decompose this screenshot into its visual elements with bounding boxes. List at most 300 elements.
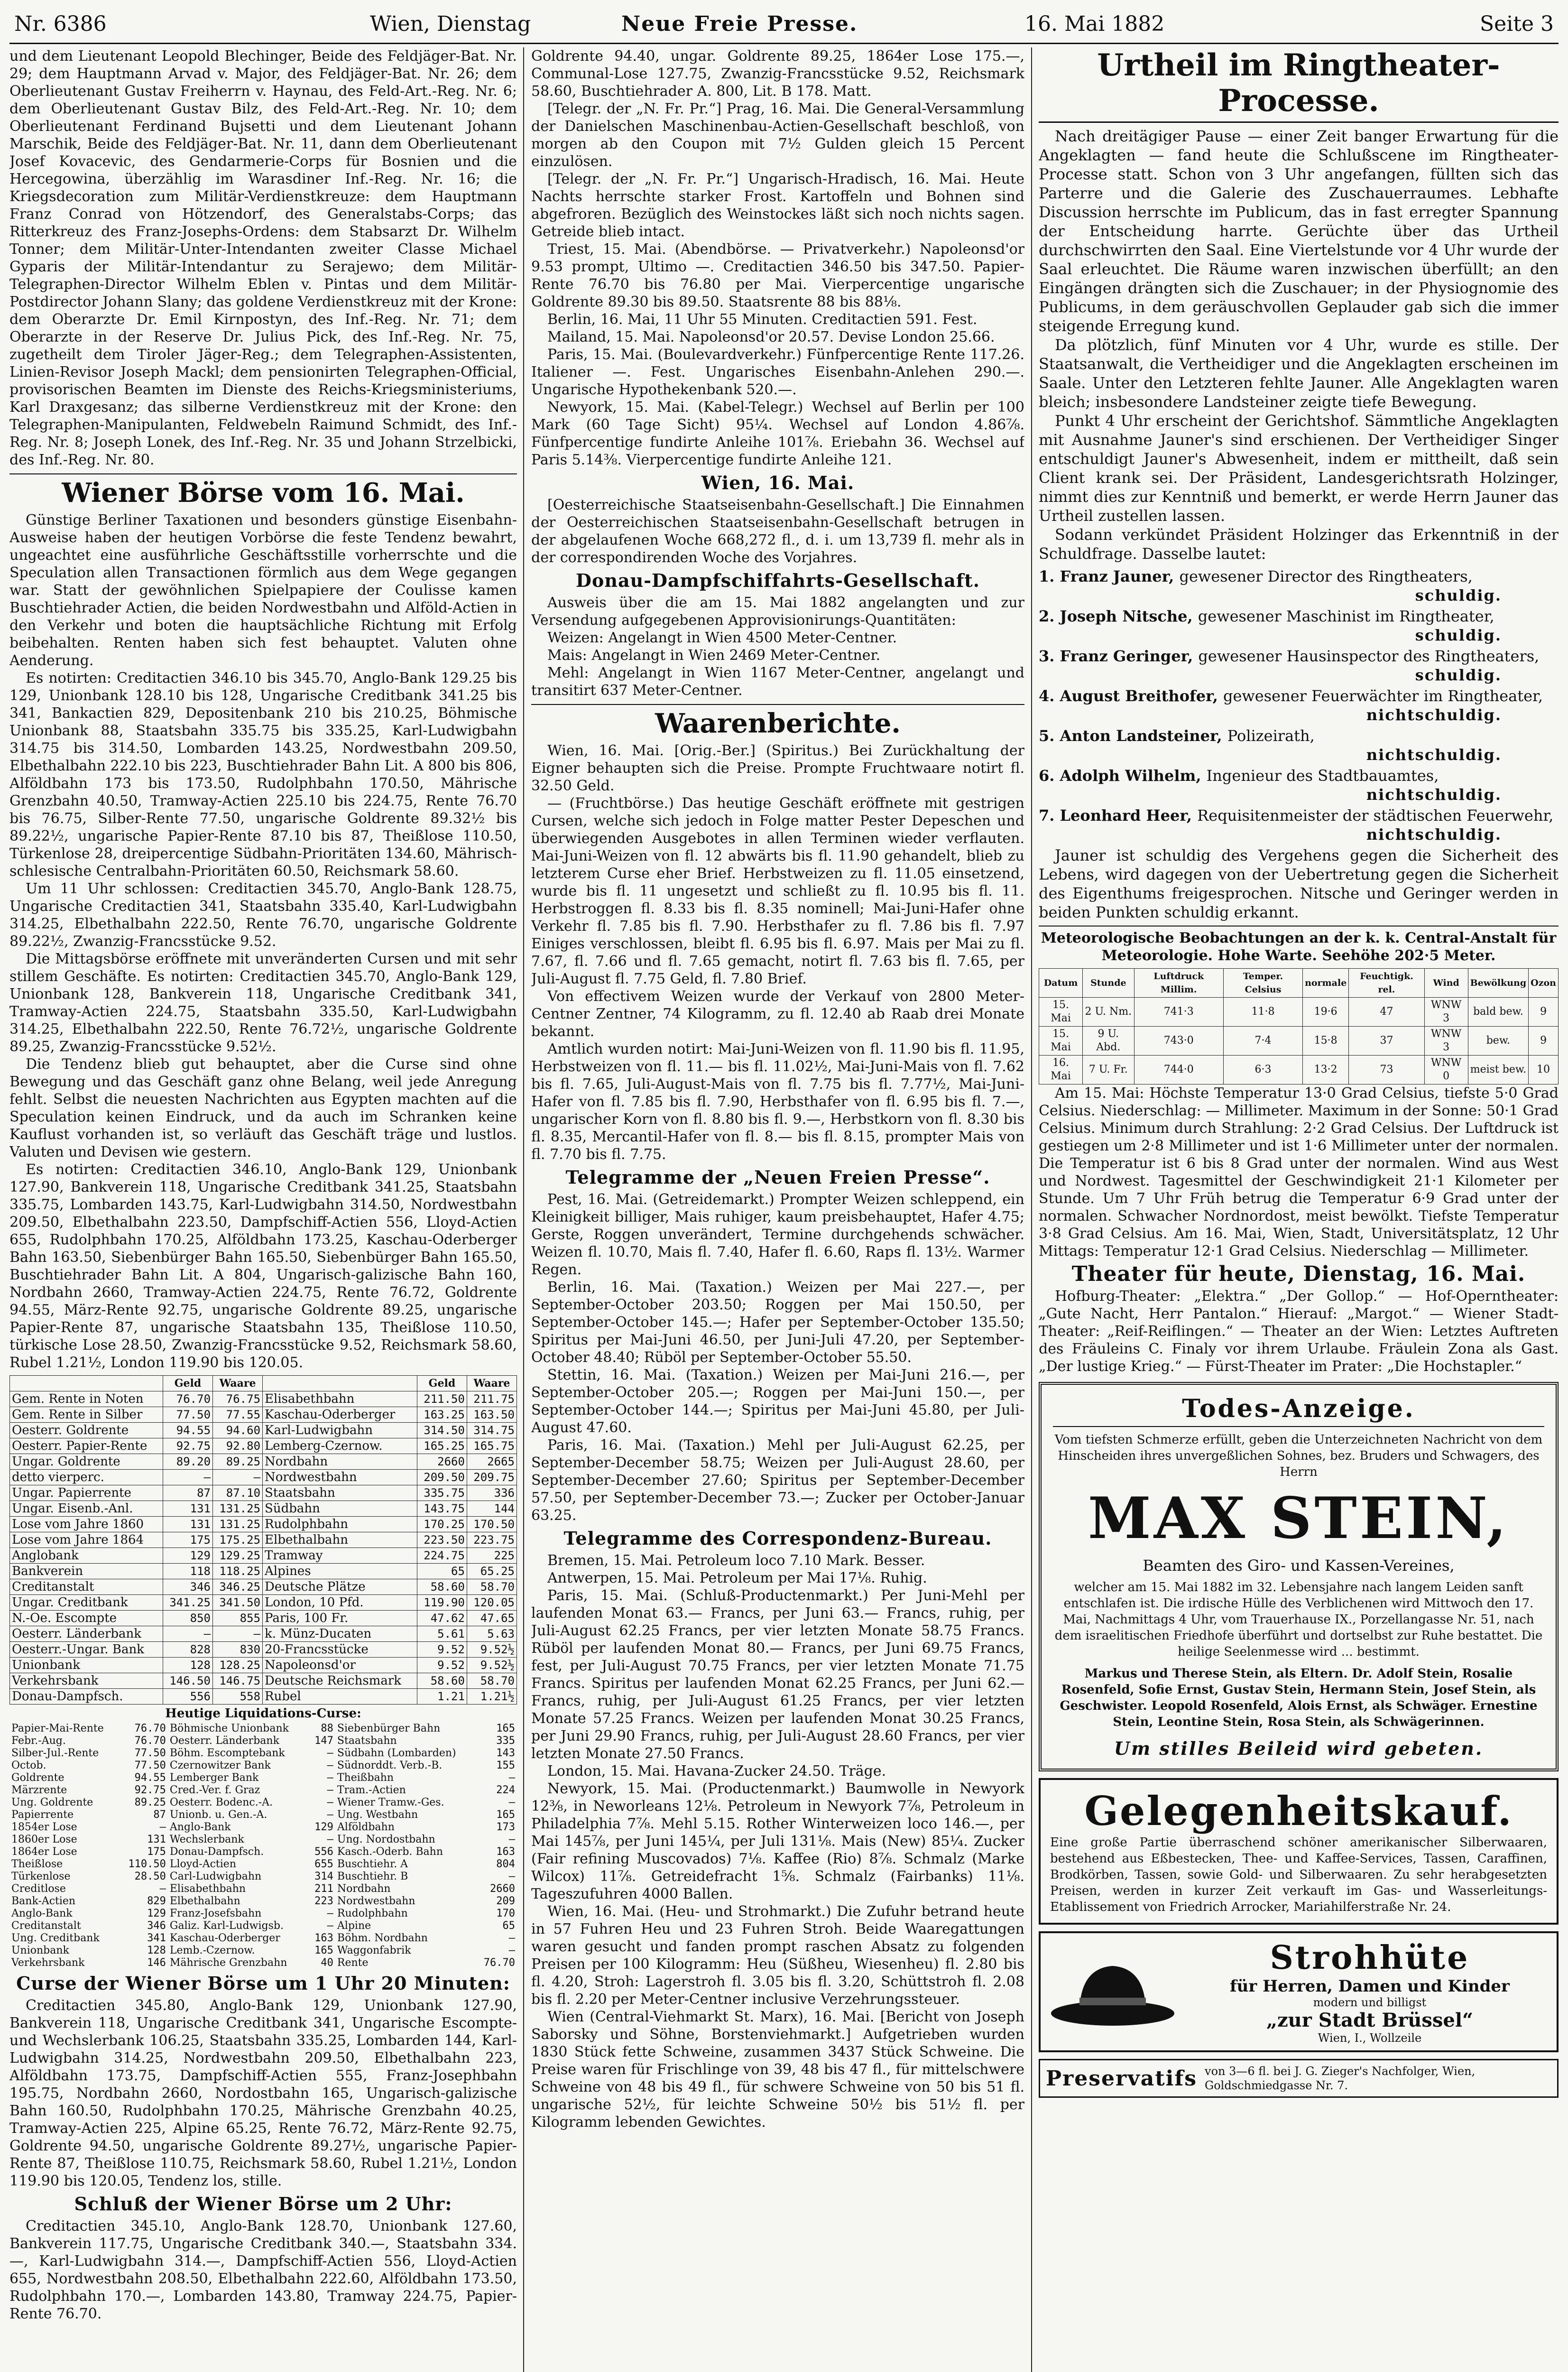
table-cell: Lloyd-Actien — [169, 1858, 236, 1870]
nfp-telegram-article — [531, 1191, 1024, 1524]
table-cell: 58.60 — [417, 1673, 467, 1689]
table-cell: 146.50 — [163, 1673, 213, 1689]
table-row — [9, 1821, 517, 1834]
table-cell: Ungar. Eisenb.-Anl. — [10, 1501, 163, 1517]
table-cell: Lemberger Bank — [169, 1772, 259, 1784]
boerse-paragraph: Die Mittagsbörse eröffnete mit unveränderten Cursen und mit sehr stillem Geschäfte. Es notirten: Creditactien 345.70, Anglo-Bank 129, Unionbank 128, Bankverein 118, Ungarische Creditbank 341, Tramway-Actien 224.75, Staatsbahn 335.50, Karl-Ludwigbahn 314.25, Elbethalbahn 222.50, Rente 76.72½, ungarische Goldrente 89.25, Zwanzig-Francsstücke 9.52½. — [9, 951, 517, 1055]
table-cell: Böhmische Unionbank — [169, 1723, 289, 1734]
table-cell: 89.25 — [213, 1454, 263, 1470]
table-cell: 225 — [467, 1548, 517, 1564]
waren-paragraph: Amtlich wurden notirt: Mai-Juni-Weizen von fl. 11.90 bis fl. 11.95, Herbstweizen von fl. 11.— bis fl. 11.02½, Mai-Juni-Mais von fl. 7.62 bis fl. 7.65, Juli-August-Mais von fl. 7.75 bis fl. 7.77½, Mai-Juni-Hafer von fl. 7.85 bis fl. 7.90, Herbsthafer von fl. 6.95 bis fl. 7.—, ungarischer Korn von fl. 8.80 bis fl. 9.—, Herbstkorn von fl. 8.30 bis fl. 8.35, Mercantil-Hafer von fl. 8.— bis fl. 8.15, prompter Mais von fl. 7.70 bis fl. 7.75. — [531, 1041, 1024, 1163]
table-cell: 11·8 — [1223, 998, 1302, 1027]
donau-paragraph: Mais: Angelangt in Wien 2469 Meter-Centner. — [547, 647, 881, 664]
table-cell: 65 — [502, 1920, 515, 1932]
table-cell: 165.25 — [417, 1438, 467, 1454]
table-cell: — — [327, 1747, 333, 1759]
table-cell: 131.25 — [213, 1517, 263, 1532]
wien-article — [531, 496, 1024, 566]
table-row — [9, 1772, 517, 1784]
table-cell: Oesterr. Papier-Rente — [10, 1438, 163, 1454]
table-cell: 1854er Lose — [11, 1821, 77, 1833]
defendant-name: Franz Jauner, — [1060, 567, 1180, 585]
table-cell: 314.75 — [467, 1423, 517, 1438]
table-cell: 10 — [1529, 1056, 1559, 1084]
boerse-paragraph: Die Tendenz blieb gut behauptet, aber die Curse sind ohne Bewegung und das Geschäft ganz ohne Belang, weil jede Anregung fehlt. Selbst die neuesten Nachrichten aus Egypten machten auf die Speculation keinen Eindruck, und da auch im Schranken keine Kauflust vorhanden ist, so verläuft das Geschäft träge und lustlos. Valuten und Devisen wie gestern. — [9, 1056, 517, 1160]
boerse-paragraph: Um 11 Uhr schlossen: Creditactien 345.70, Anglo-Bank 128.75, Ungarische Creditactien 341, Staatsbahn 335.40, Karl-Ludwigbahn 314.25, Elbethalbahn 222.50, Rente 76.70, ungarische Goldrente 89.22½, Zwanzig-Francsstücke 9.52. — [9, 880, 517, 950]
table-cell: Czernowitzer Bank — [169, 1760, 271, 1771]
table-cell: Rudolphbahn — [263, 1517, 417, 1532]
masthead — [9, 5, 1559, 44]
newspaper-title: Neue Freie Presse. — [621, 11, 858, 36]
table-cell: London, 10 Pfd. — [263, 1595, 417, 1611]
table-row — [10, 1454, 517, 1470]
table-cell: 163 — [314, 1932, 333, 1944]
verdict-item — [1039, 686, 1559, 724]
hat-ad-title: Strohhüte — [1270, 1939, 1470, 1977]
table-cell: 163 — [496, 1846, 515, 1858]
table-row — [9, 1883, 517, 1895]
table-cell: 119.90 — [417, 1595, 467, 1611]
column-header: Bewölkung — [1468, 969, 1528, 998]
table-cell: — — [159, 1883, 166, 1895]
table-cell: 341.50 — [213, 1595, 263, 1611]
table-cell: Paris, 100 Fr. — [263, 1611, 417, 1626]
table-cell: 47 — [1349, 998, 1424, 1027]
table-cell: 165 — [496, 1723, 515, 1734]
table-cell: 88 — [321, 1723, 333, 1734]
table-row — [10, 1423, 517, 1438]
boerse-paragraph: Günstige Berliner Taxationen und besonders günstige Eisenbahn-Ausweise haben der heutigen Vorbörse die feste Tendenz bewahrt, ungeachtet eine ausführliche Geschäftsstille vorherrschte und die Speculation allen Transactionen förmlich aus dem Wege gegangen war. Statt der gewöhnlichen Spielpapiere der Coulisse kamen Buschtiehrader Actien, die beiden Nordwestbahn und Alföld-Actien in den Verkehr und boten die hauptsächliche Richtung mit Erfolg beibehalten. Renten haben sich fest behauptet. Valuten ohne Aenderung. — [9, 512, 517, 669]
table-cell: — — [327, 1908, 333, 1919]
deceased-role: Beamten des Giro- und Kassen-Vereines, — [1143, 1557, 1455, 1575]
table-cell: 16. Mai — [1039, 1056, 1083, 1084]
table-cell: 76.70 — [134, 1723, 166, 1734]
table-cell: 346 — [163, 1579, 213, 1595]
schluss-heading: Schluß der Wiener Börse um 2 Uhr: — [74, 2193, 452, 2214]
city-weekday: Wien, Dienstag — [370, 11, 531, 36]
meteo-article — [1039, 1084, 1559, 1260]
table-cell: — — [213, 1626, 263, 1642]
table-cell: Febr.-Aug. — [11, 1735, 66, 1747]
waren-paragraph: Wien, 16. Mai. [Orig.-Ber.] (Spiritus.) Bei Zurückhaltung der Eigner behaupten sich die Preise. Prompte Fruchtwaare notirt fl. 32.50 Geld. — [531, 742, 1024, 794]
nfp-telegram-heading: Telegramme der „Neuen Freien Presse“. — [565, 1167, 990, 1188]
table-row — [10, 1391, 517, 1407]
table-cell: Bank-Actien — [11, 1895, 76, 1907]
table-cell: 129 — [314, 1821, 333, 1833]
table-cell: 743·0 — [1134, 1027, 1223, 1056]
table-cell: Kaschau-Oderberger — [169, 1932, 280, 1944]
table-cell: 170.25 — [417, 1517, 467, 1532]
table-cell: Oesterr. Goldrente — [10, 1423, 163, 1438]
small-ad-text: von 3—6 fl. bei J. G. Zieger's Nachfolger, Wien, Goldschmiedgasse Nr. 7. — [1205, 2065, 1476, 2092]
table-cell: 346 — [147, 1920, 166, 1932]
table-cell: 2 U. Nm. — [1083, 998, 1134, 1027]
meteo-table — [1039, 968, 1559, 1084]
table-cell: 47.65 — [467, 1611, 517, 1626]
table-row — [1039, 1027, 1559, 1056]
hat-icon — [1046, 1954, 1179, 2030]
column-header: Temper. Celsius — [1223, 969, 1302, 998]
table-row — [9, 1908, 517, 1920]
table-cell: 829 — [147, 1895, 166, 1907]
table-cell: — — [213, 1470, 263, 1485]
table-row — [10, 1517, 517, 1532]
table-cell: 87 — [163, 1485, 213, 1501]
ringtheater-paragraph: Punkt 4 Uhr erscheint der Gerichtshof. Sämmtliche Angeklagten mit Ausnahme Jauner's sind erschienen. Der Vertheidiger Singer entschuldigt Jauner's Abwesenheit, indem er mittheilt, daß sein Client krank sei. Der Präsident, Landesgerichtsrath Holzinger, nimmt dies zur Kenntniß und bemerkt, er werde Herrn Jauner das Urtheil zustellen lassen. — [1039, 412, 1559, 525]
table-cell: 209.75 — [467, 1470, 517, 1485]
verdict-closing — [1039, 846, 1559, 922]
table-cell: 129 — [163, 1548, 213, 1564]
column-header: Datum — [1039, 969, 1083, 998]
table-cell: Alföldbahn — [337, 1821, 395, 1833]
table-cell: WNW 3 — [1424, 998, 1468, 1027]
table-cell: 5.63 — [467, 1626, 517, 1642]
table-row — [10, 1658, 517, 1673]
table-cell: bald bew. — [1468, 998, 1528, 1027]
table-cell: Mährische Grenzbahn — [169, 1957, 287, 1969]
table-cell: 170.50 — [467, 1517, 517, 1532]
verdict-item — [1039, 726, 1559, 764]
table-cell: Anglo-Bank — [11, 1908, 73, 1919]
table-row — [10, 1485, 517, 1501]
table-cell: 170 — [496, 1908, 515, 1919]
boerse-paragraph: Es notirten: Creditactien 346.10, Anglo-Bank 129, Unionbank 127.90, Bankverein 118, Ungarische Creditbank 341.25, Staatsbahn 335.75, Lombarden 143.75, Karl-Ludwigbahn 314.50, Nordwestbahn 209.50, Elbethalbahn 223.50, Dampfschiff-Actien 556, Lloyd-Actien 655, Rudolphbahn 170.25, Alföldbahn 173.25, Kaschau-Oderberger Bahn 163.50, Siebenbürger Bahn 165.50, Siebenbürger Bahn 165.50, Buschtiehrader Bahn Lit. A 804, Ungarisch-galizische Bahn 160, Nordbahn 2660, Tramway-Actien 224.75, Rente 76.72, Goldrente 94.55, März-Rente 92.75, ungarische Goldrente 89.25, ungarische Papier-Rente 87, ungarische Staatsbahn 135, Theißlose 110.50, türkische Lose 28.50, Zwanzig-Francsstücke 9.52, Reichsmark 58.60, Rubel 1.21½, London 119.90 bis 120.05. — [9, 1161, 517, 1371]
table-row — [9, 1735, 517, 1747]
defendant-role: Polizeirath, — [1227, 727, 1315, 745]
table-cell: Gem. Rente in Silber — [10, 1407, 163, 1423]
table-cell: Gem. Rente in Noten — [10, 1391, 163, 1407]
table-cell: Wechslerbank — [169, 1834, 244, 1845]
table-cell: Lemb.-Czernow. — [169, 1945, 255, 1956]
table-cell: Nordbahn — [337, 1883, 391, 1895]
table-cell: 20-Francsstücke — [263, 1642, 417, 1658]
table-cell: Kasch.-Oderb. Bahn — [337, 1846, 443, 1858]
defendant-name: Anton Landsteiner, — [1060, 727, 1227, 745]
table-cell: Waggonfabrik — [337, 1945, 411, 1956]
table-cell: Elbethalbahn — [263, 1532, 417, 1548]
table-cell: — — [508, 1871, 515, 1882]
liquidation-table — [9, 1723, 517, 1969]
table-cell: Wiener Tramw.-Ges. — [337, 1797, 444, 1808]
table-cell: Böhm. Nordbahn — [337, 1932, 428, 1944]
table-cell: 223 — [314, 1895, 333, 1907]
table-cell: Oesterr. Bodenc.-A. — [169, 1797, 273, 1808]
column-1 — [9, 47, 517, 2372]
death-notice-intro: Vom tiefsten Schmerze erfüllt, geben die Unterzeichneten Nachricht von dem Hinscheiden ihres unvergeßlichen Sohnes, bez. Bruders und Schwagers, des Herrn — [1054, 1433, 1543, 1479]
issue-number: Nr. 6386 — [14, 11, 107, 36]
table-cell: Karl-Ludwigbahn — [263, 1423, 417, 1438]
table-cell: Lose vom Jahre 1860 — [10, 1517, 163, 1532]
table-cell: Anglo-Bank — [169, 1821, 231, 1833]
table-cell: Nordwestbahn — [337, 1895, 415, 1907]
hat-ad-sub: für Herren, Damen und Kinder — [1230, 1977, 1510, 1996]
table-row — [10, 1595, 517, 1611]
column-header: Geld — [417, 1376, 467, 1391]
table-cell: Ung. Westbahn — [337, 1809, 418, 1821]
awards-text: und dem Lieutenant Leopold Blechinger, Beide des Feldjäger-Bat. Nr. 29; dem Hauptmann Arvad v. Major, des Feldjäger-Bat. Nr. 26; dem Oberlieutenant Gustav Freiherrn v. Haynau, des Feld-Art.-Reg. Nr. 6; dem Oberlieutenant Gustav Bilz, des Feld-Art.-Reg. Nr. 10; dem Oberlieutenant Ferdinand Bujsetti und dem Lieutenant Johann Marschik, Beide des Feldjäger-Bat. Nr. 11, dann dem Oberlieutenant Josef Kovacevic, des Gendarmerie-Corps für Bosnien und die Hercegowina, überzählig im Warasdiner Inf.-Reg. Nr. 16; die Kriegsdecoration zum Militär-Verdienstkreuze: dem Hauptmann Franz Conrad von Hötzendorf, des Generalstabs-Corps; das Ritterkreuz des Franz-Josephs-Ordens: dem Stabsarzt Dr. Wilhelm Tonner; dem Militär-Unter-Intendanten zweiter Classe Michael Gyparis der Militär-Intendantur zu Serajewo; dem Militär-Telegraphen-Director Wilhelm Eblen v. Pintas und dem Militär-Postdirector Johann Slany; das goldene Verdienstkreuz mit der Krone: dem Oberarzte Dr. Emil Kirnpostyn, des Inf.-Reg. Nr. 71; dem Oberarzte in der Reserve Dr. Julius Pick, des Inf.-Reg. Nr. 75, zugetheilt dem Tiroler Jäger-Reg.; dem Telegraphen-Assistenten, Linien-Revisor Joseph Mackl; dem pensionirten Telegraphen-Official, provisorischen Beamten im Dienste des Reichs-Kriegsministeriums, Karl Draxgesanz; das silberne Verdienstkreuz mit der Krone: den Telegraphen-Manipulanten, Feldwebeln Raimund Schmidt, des Inf.-Reg. Nr. 8; Joseph Lonek, des Inf.-Reg. Nr. 35 und Johann Strzelbicki, des Inf.-Reg. Nr. 80. — [9, 48, 517, 468]
table-cell: bew. — [1468, 1027, 1528, 1056]
waren-paragraph: Von effectivem Weizen wurde der Verkauf von 2800 Meter-Centner Zentner, 74 Kilogramm, zu fl. 12.40 ab Raab drei Monate bekannt. — [531, 988, 1024, 1040]
column-header: Ozon — [1529, 969, 1559, 998]
table-cell: Buschtiehr. B — [337, 1871, 408, 1882]
table-cell: — — [159, 1821, 166, 1833]
table-cell: 19·6 — [1303, 998, 1349, 1027]
column-header: Feuchtigk. rel. — [1349, 969, 1424, 998]
table-cell: 129 — [147, 1908, 166, 1919]
verdict-list — [1039, 567, 1559, 844]
table-cell: Kaschau-Oderberger — [263, 1407, 417, 1423]
table-cell: 2660 — [417, 1454, 467, 1470]
table-cell: 163.50 — [467, 1407, 517, 1423]
table-row — [1039, 1056, 1559, 1084]
ad-text: Eine große Partie überraschend schöner amerikanischer Silberwaaren, bestehend aus Eßbestecken, Thee- und Kaffee-Services, Tassen, Caraffinen, Brodkörben, Tassen, sowie Gold- und Silberwaaren. Zu sehr herabgesetzten Preisen, werden in kurzer Zeit verkauft im Gas- und Wasserleitungs-Etablissement von Friedrich Arrocker, Mariahilferstraße Nr. 24. — [1050, 1835, 1547, 1914]
table-cell: 9.52½ — [467, 1658, 517, 1673]
table-row — [9, 1932, 517, 1945]
ringtheater-heading: Urtheil im Ringtheater-Processe. — [1039, 47, 1559, 123]
ringtheater-article — [1039, 127, 1559, 563]
verdict-number: 4. — [1039, 687, 1060, 705]
telegram-paragraph: Goldrente 94.40, ungar. Goldrente 89.25, 1864er Lose 175.—, Communal-Lose 127.75, Zwanzig-Francsstücke 9.52, Reichsmark 58.60, Buschtiehrader A. 800, Lit. B 178. Matt. — [531, 48, 1024, 100]
telegram-paragraph: Mailand, 15. Mai. Napoleonsd'or 20.57. Devise London 25.66. — [547, 329, 995, 345]
table-cell: 855 — [213, 1611, 263, 1626]
meteo-text: Am 15. Mai: Höchste Temperatur 13·0 Grad Celsius, tiefste 5·0 Grad Celsius. Niederschlag: — Millimeter. Maximum in der Sonne: 50·1 Grad Celsius. Minimum durch Strahlung: 2·2 Grad Celsius. Der Luftdruck ist gestiegen um 2·8 Millimeter und ist 1·6 Millimeter unter der normalen. Die Temperatur ist 6 bis 8 Grad unter der normalen. Wind aus West und Nordwest. Tagesmittel der Geschwindigkeit 21·1 Kilometer per Stunde. Um 7 Uhr Früh betrug die Temperatur 6·9 Grad unter der normalen. Schwacher Nordnordost, meist bewölkt. Tiefste Temperatur 3·8 Grad Celsius. Am 16. Mai, Wien, Stadt, Universitätsplatz, 12 Uhr Mittags: Temperatur 12·1 Grad Celsius. Niederschlag — Millimeter. — [1039, 1085, 1559, 1260]
column-divider — [1031, 47, 1032, 2372]
table-row — [10, 1611, 517, 1626]
verdict-result: nichtschuldig. — [1366, 746, 1502, 764]
table-cell: Tram.-Actien — [337, 1784, 406, 1796]
schluss-text: Creditactien 345.10, Anglo-Bank 128.70, Unionbank 127.60, Bankverein 117.75, Ungarische Creditbank 340.—, Staatsbahn 334.—, Karl-Ludwigbahn 314.—, Dampfschiff-Actien 556, Lloyd-Actien 655, Nordwestbahn 208.50, Elbethalbahn 222.60, Alföldbahn 173.50, Rudolphbahn 170.—, Lombarden 143.80, Tramway 224.75, Papier-Rente 76.70. — [9, 2218, 517, 2322]
column-header: Stunde — [1083, 969, 1134, 998]
column-2 — [531, 47, 1024, 2372]
table-cell: Galiz. Karl-Ludwigsb. — [169, 1920, 284, 1932]
telegram-paragraph: Triest, 15. Mai. (Abendbörse. — Privatverkehr.) Napoleonsd'or 9.53 prompt, Ultimo —. Creditactien 346.50 bis 347.50. Papier-Rente 76.70 bis 76.80 per Mai. Vierpercentige ungarische Goldrente 89.30 bis 89.50. Staatsrente 88 bis 88⅛. — [531, 241, 1024, 310]
table-cell: Buschtiehr. A — [337, 1858, 408, 1870]
meteo-heading: Meteorologische Beobachtungen an der k. k. Central-Anstalt für Meteorologie. Hohe Warte. Seehöhe 202·5 Meter. — [1041, 930, 1557, 964]
table-cell: Staatsbahn — [263, 1485, 417, 1501]
table-header-row — [1039, 969, 1559, 998]
table-cell: 173 — [496, 1821, 515, 1833]
table-cell: 9.52 — [417, 1658, 467, 1673]
table-cell: Unionbank — [10, 1658, 163, 1673]
telegram-paragraph: [Telegr. der „N. Fr. Pr.“] Ungarisch-Hradisch, 16. Mai. Heute Nachts herrschte starker Frost. Kartoffeln und Bohnen sind abgefroren. Bezüglich des Weinstockes läßt sich noch nichts sagen. Getreide blieb intact. — [531, 171, 1024, 240]
table-row — [9, 1920, 517, 1932]
waren-paragraph: — (Fruchtbörse.) Das heutige Geschäft eröffnete mit gestrigen Cursen, welche sich jedoch in Folge matter Pester Depeschen und überwiegenden Ausgebotes in allen Terminen wieder verflauten. Mai-Juni-Weizen von fl. 12 abwärts bis fl. 11.90 gehandelt, blieb zu letzterem Curse eher Brief. Herbstweizen zu fl. 11.05 einsetzend, wurde bis fl. 11 ungesetzt und schließt zu fl. 10.95 bis fl. 11. Herbstroggen fl. 8.33 bis fl. 8.35 nominell; Mai-Juni-Hafer ohne Verkehr fl. 7.85 bis fl. 7.90. Herbsthafer zu fl. 7.86 bis fl. 7.97 Einiges verschlossen, bleibt fl. 6.95 bis fl. 6.97. Mais per Mai zu fl. 7.67, fl. 7.66 und fl. 7.65 gemacht, notirt fl. 7.63 bis fl. 7.65, per Juli-August fl. 7.75 Geld, fl. 7.80 Brief. — [531, 795, 1024, 987]
table-cell: 146 — [147, 1957, 166, 1969]
table-cell: 65.25 — [467, 1564, 517, 1579]
table-cell: 131 — [163, 1501, 213, 1517]
table-cell: 7·4 — [1223, 1027, 1302, 1056]
table-row — [10, 1470, 517, 1485]
wien-heading: Wien, 16. Mai. — [701, 472, 855, 493]
donau-paragraph: Mehl: Angelangt in Wien 1167 Meter-Centner, angelangt und transitirt 637 Meter-Centner. — [531, 665, 1024, 699]
table-cell: 6·3 — [1223, 1056, 1302, 1084]
boerse-paragraph: Es notirten: Creditactien 346.10 bis 345.70, Anglo-Bank 129.25 bis 129, Unionbank 128.10 bis 128, Ungarische Creditbank 341.25 bis 341, Bankactien 829, Depositenbank 210 bis 210.25, Böhmische Unionbank 88, Staatsbahn 335.75 bis 335.25, Karl-Ludwigbahn 314.75 bis 314.50, Lombarden 143.25, Nordwestbahn 209.50, Elbethalbahn 222.10 bis 223, Buschtiehrader Bahn Lit. A 800 bis 806, Alföldbahn 173 bis 173.50, Rudolphbahn 170.50, Mährische Grenzbahn 40.50, Tramway-Actien 225.10 bis 224.75, Rente 76.70 bis 76.75, Silber-Rente 77.50, ungarische Goldrente 89.32½ bis 89.22½, ungarische Papier-Rente 87.10 bis 87, Theißlose 110.50, Türkenlose 28, dreipercentige Südbahn-Prioritäten 134.60, Mährisch-schlesische Centralbahn-Prioritäten 60.50, Reichsmark 58.60. — [9, 670, 517, 880]
table-cell: 175 — [163, 1532, 213, 1548]
boerse-article — [9, 511, 517, 1371]
preservatifs-ad — [1039, 2059, 1559, 2098]
table-cell: 165 — [496, 1809, 515, 1821]
table-cell: 1860er Lose — [11, 1834, 77, 1845]
table-cell: Rente — [337, 1957, 369, 1969]
table-cell: 143.75 — [417, 1501, 467, 1517]
verdict-number: 6. — [1039, 767, 1060, 785]
meteo-title — [1039, 926, 1559, 964]
table-cell: — — [508, 1834, 515, 1845]
table-cell: Rubel — [263, 1689, 417, 1705]
table-cell: — — [327, 1760, 333, 1771]
table-cell: 175.25 — [213, 1532, 263, 1548]
table-cell: Tramway — [263, 1548, 417, 1564]
table-cell: 224.75 — [417, 1548, 467, 1564]
table-cell: Creditanstalt — [10, 1579, 163, 1595]
table-cell: 341 — [147, 1932, 166, 1944]
table-cell: 9 U. Abd. — [1083, 1027, 1134, 1056]
table-header-row — [10, 1376, 517, 1391]
table-cell: Goldrente — [11, 1772, 65, 1784]
theater-heading: Theater für heute, Dienstag, 16. Mai. — [1071, 1262, 1526, 1286]
table-row — [10, 1438, 517, 1454]
table-cell: Anglobank — [10, 1548, 163, 1564]
waren-article — [531, 742, 1024, 1163]
table-row — [9, 1858, 517, 1871]
boerse-heading: Wiener Börse vom 16. Mai. — [9, 473, 517, 508]
table-cell: 341.25 — [163, 1595, 213, 1611]
table-cell: 131.25 — [213, 1501, 263, 1517]
table-cell: Elisabethbahn — [169, 1883, 246, 1895]
table-cell: — — [327, 1920, 333, 1932]
table-cell: Oesterr.-Ungar. Bank — [10, 1642, 163, 1658]
table-cell: 335.75 — [417, 1485, 467, 1501]
table-cell: 128 — [147, 1945, 166, 1956]
strohhuete-ad — [1039, 1931, 1559, 2052]
table-row — [9, 1760, 517, 1772]
table-cell: Lose vom Jahre 1864 — [10, 1532, 163, 1548]
table-cell: 76.70 — [483, 1957, 515, 1969]
table-cell: Carl-Ludwigbahn — [169, 1871, 262, 1882]
ringtheater-paragraph: Nach dreitägiger Pause — einer Zeit banger Erwartung für die Angeklagten — fand heute die Schlußscene im Ringtheater-Processe statt. Schon von 3 Uhr angefangen, füllten sich das Parterre und die Galerie des Zuschauerraumes. Lebhafte Discussion herrschte im Publicum, das in fast erregter Spannung der Entscheidung harrte. Gerüchte über das Urtheil durchschwirrten den Saal. Eine Viertelstunde vor 4 Uhr wurde der Saal erleuchtet. Die Räume waren inzwischen überfüllt; an den Eingängen drängten sich die Zuschauer; in der Physiognomie des Publicums, in dem geräuschvollen Geplauder gab sich die immer steigende Erregung kund. — [1039, 127, 1559, 335]
table-row — [10, 1407, 517, 1423]
table-cell: Bankverein — [10, 1564, 163, 1579]
table-cell: 223.50 — [417, 1532, 467, 1548]
column-header: normale — [1303, 969, 1349, 998]
table-cell: — — [508, 1797, 515, 1808]
verdict-number: 1. — [1039, 567, 1060, 585]
table-cell: — — [327, 1797, 333, 1808]
table-cell: Alpines — [263, 1564, 417, 1579]
table-cell: 209 — [496, 1895, 515, 1907]
table-row — [9, 1895, 517, 1908]
table-cell: — — [327, 1809, 333, 1821]
table-cell: 9.52½ — [467, 1642, 517, 1658]
table-cell: Deutsche Reichsmark — [263, 1673, 417, 1689]
table-cell: Böhm. Escomptebank — [169, 1747, 285, 1759]
table-cell: Donau-Dampfsch. — [10, 1689, 163, 1705]
column-header: Wind — [1424, 969, 1468, 998]
table-cell: — — [327, 1772, 333, 1784]
donau-paragraph: Weizen: Angelangt in Wien 4500 Meter-Centner. — [547, 630, 897, 646]
corr-paragraph: Antwerpen, 15. Mai. Petroleum per Mai 17⅛. Ruhig. — [547, 1570, 927, 1586]
table-cell: 131 — [147, 1834, 166, 1845]
table-cell: Cred.-Ver. f. Graz — [169, 1784, 260, 1796]
table-row — [10, 1642, 517, 1658]
table-cell: 804 — [496, 1858, 515, 1870]
table-cell: 28.50 — [134, 1871, 166, 1882]
death-notice — [1039, 1382, 1559, 1771]
table-cell: 7 U. Fr. — [1083, 1056, 1134, 1084]
verdict-item — [1039, 607, 1559, 645]
verdict-result: schuldig. — [1415, 666, 1502, 684]
table-cell: Ung. Nordostbahn — [337, 1834, 435, 1845]
table-cell: Elisabethbahn — [263, 1391, 417, 1407]
table-cell: 118 — [163, 1564, 213, 1579]
table-cell: 175 — [147, 1846, 166, 1858]
table-cell: 110.50 — [128, 1858, 166, 1870]
corr-paragraph: Newyork, 15. Mai. (Productenmarkt.) Baumwolle in Newyork 12⅜, in Neworleans 12⅛. Petroleum in Newyork 7⅞, Petroleum in Philadelphia 7⅞. Mehl 5.15. Rother Winterweizen loco 146.—, per Mai 145⅞, per Juni 145¼, per Juli 131⅛. Mais (New) 85¼. Zucker (Fair refining Muscovados) 7⅛. Kaffee (Rio) 8⅞. Schmalz (Marke Wilcox) 11⅞. Getreidefracht 1⅝. Schmalz (Fairbanks) 11⅛. Tageszufuhren 4000 Ballen. — [531, 1780, 1024, 1902]
schluss-article — [9, 2217, 517, 2323]
telegram-article — [531, 47, 1024, 469]
table-cell: 1.21½ — [467, 1689, 517, 1705]
hat-ad-text — [1189, 1939, 1551, 2045]
table-cell: Ungar. Goldrente — [10, 1454, 163, 1470]
table-cell: Märzrente — [11, 1784, 67, 1796]
table-row — [10, 1532, 517, 1548]
table-cell: 850 — [163, 1611, 213, 1626]
table-cell: 211 — [314, 1883, 333, 1895]
table-cell: 15. Mai — [1039, 998, 1083, 1027]
table-cell: 556 — [163, 1689, 213, 1705]
table-cell: 76.70 — [163, 1391, 213, 1407]
table-cell: 77.50 — [134, 1747, 166, 1759]
table-cell: 89.20 — [163, 1454, 213, 1470]
hat-ad-line: modern und billigst — [1313, 1996, 1427, 2009]
awards-article — [9, 47, 517, 469]
table-cell: 13·2 — [1303, 1056, 1349, 1084]
gelegenheitskauf-ad — [1039, 1778, 1559, 1925]
table-row — [10, 1673, 517, 1689]
table-cell: Deutsche Plätze — [263, 1579, 417, 1595]
table-cell: Nordwestbahn — [263, 1470, 417, 1485]
table-cell: 92.75 — [134, 1784, 166, 1796]
table-cell: Silber-Jul.-Rente — [11, 1747, 99, 1759]
table-cell: Siebenbürger Bahn — [337, 1723, 441, 1734]
table-row — [9, 1797, 517, 1809]
table-cell: — — [163, 1470, 213, 1485]
table-cell: 128 — [163, 1658, 213, 1673]
table-cell: 336 — [467, 1485, 517, 1501]
table-cell: 58.70 — [467, 1673, 517, 1689]
nfp-paragraph: Stettin, 16. Mai. (Taxation.) Weizen per Mai-Juni 216.—, per September-October 205.—; Roggen per Mai-Juni 150.—, per September-October 144.—; Spiritus per Mai-Juni 45.80, per Juli-August 47.60. — [531, 1367, 1024, 1436]
table-cell: Nordbahn — [263, 1454, 417, 1470]
table-cell: 211.50 — [417, 1391, 467, 1407]
verdict-result: schuldig. — [1415, 626, 1502, 644]
verdict-item — [1039, 647, 1559, 685]
table-cell: 77.50 — [163, 1407, 213, 1423]
table-cell: 9 — [1529, 1027, 1559, 1056]
table-cell: Verkehrsbank — [11, 1957, 85, 1969]
column-header — [263, 1376, 417, 1391]
death-notice-footer: Um stilles Beileid wird gebeten. — [1114, 1738, 1484, 1759]
table-cell: 5.61 — [417, 1626, 467, 1642]
column-header — [10, 1376, 163, 1391]
table-cell: Türkenlose — [11, 1871, 71, 1882]
table-cell: Theißbahn — [337, 1772, 394, 1784]
table-cell: 118.25 — [213, 1564, 263, 1579]
table-cell: 37 — [1349, 1027, 1424, 1056]
verdict-closing-text: Jauner ist schuldig des Vergehens gegen die Sicherheit des Lebens, wird dagegen von der Uebertretung gegen die Sicherheit des Eigenthums freigesprochen. Nitsche und Geringer werden in beiden Punkten schuldig erkannt. — [1039, 846, 1559, 921]
table-row — [1039, 998, 1559, 1027]
table-cell: 120.05 — [467, 1595, 517, 1611]
table-cell: Rudolphbahn — [337, 1908, 408, 1919]
